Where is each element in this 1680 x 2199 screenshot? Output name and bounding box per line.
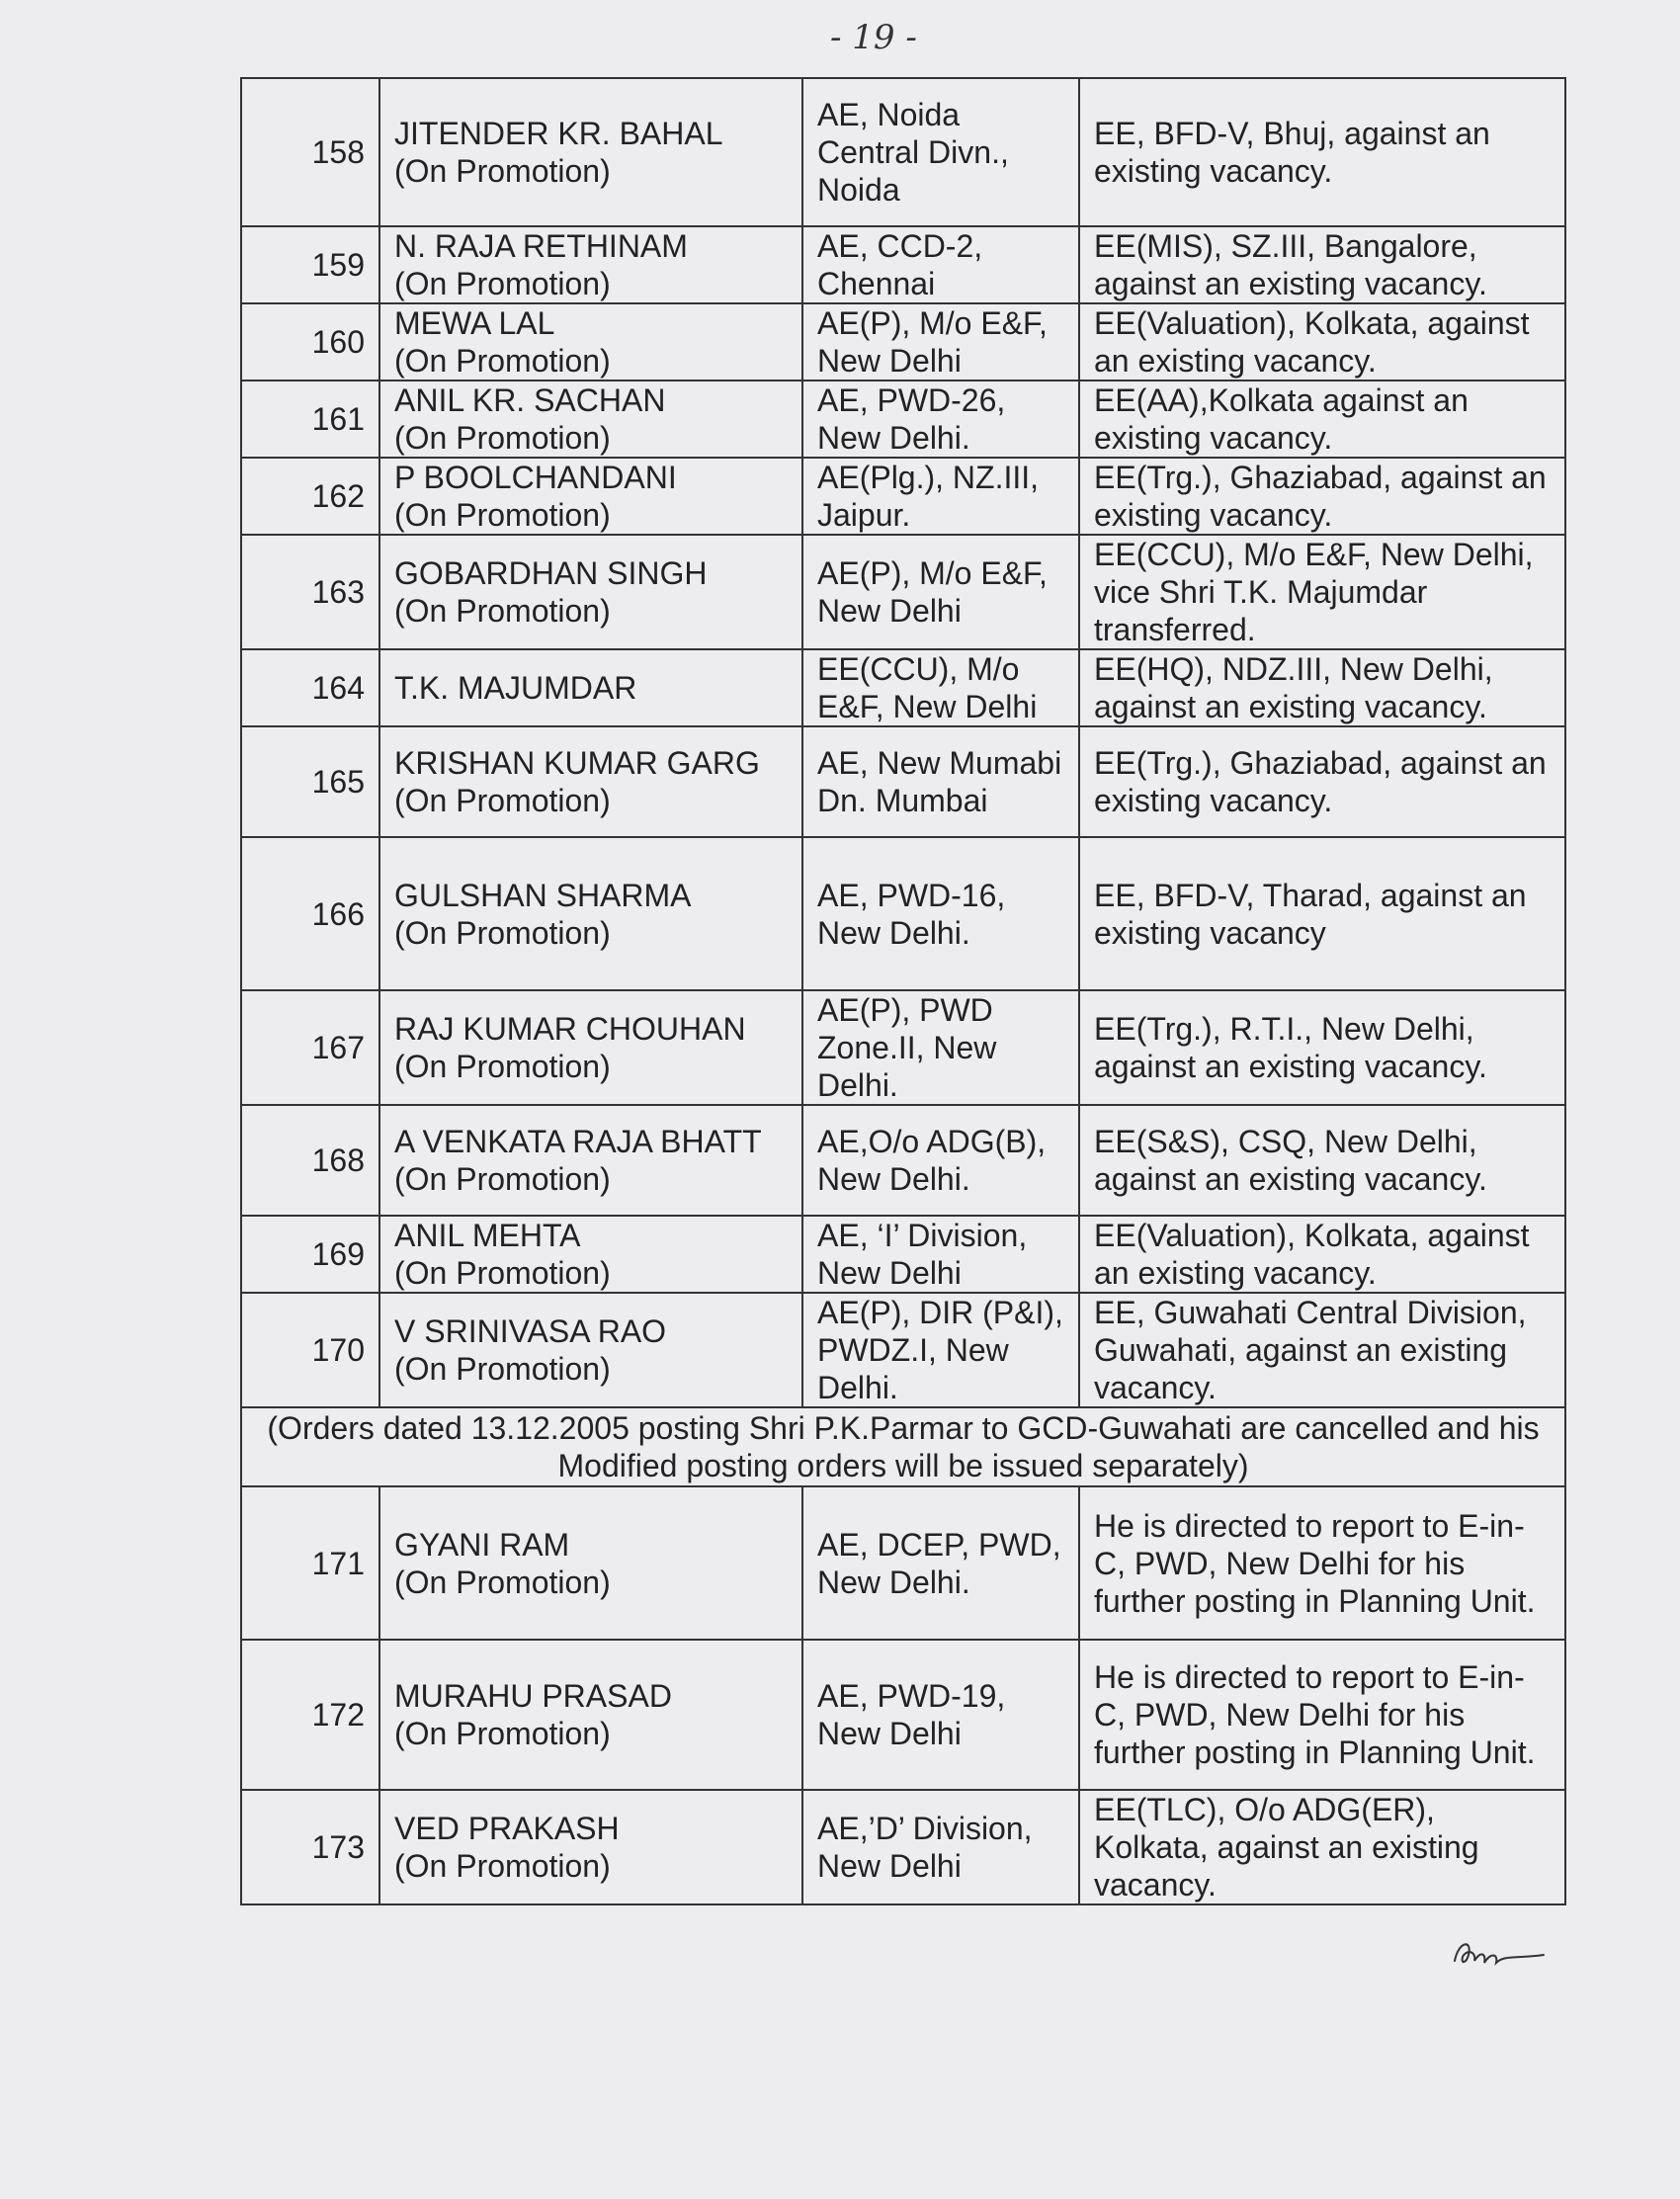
present-posting: AE(P), DIR (P&I), PWDZ.I, New Delhi. bbox=[802, 1293, 1079, 1407]
officer-cell bbox=[379, 1293, 802, 1407]
table-row bbox=[241, 726, 1565, 837]
serial-number: 165 bbox=[241, 726, 379, 837]
officer-name: P BOOLCHANDANI bbox=[394, 460, 677, 495]
present-posting: AE(P), M/o E&F, New Delhi bbox=[802, 535, 1079, 649]
table-body bbox=[241, 78, 1565, 1904]
officer-cell bbox=[379, 990, 802, 1105]
present-posting: AE, New Mumabi Dn. Mumbai bbox=[802, 726, 1079, 837]
officer-cell bbox=[379, 1105, 802, 1216]
officer-name: GOBARDHAN SINGH bbox=[394, 555, 708, 591]
promotion-status: (On Promotion) bbox=[394, 1716, 611, 1751]
officer-cell bbox=[379, 226, 802, 303]
serial-number: 167 bbox=[241, 990, 379, 1105]
table-row bbox=[241, 1105, 1565, 1216]
serial-number: 171 bbox=[241, 1486, 379, 1640]
officer-cell bbox=[379, 1640, 802, 1790]
officer-name: A VENKATA RAJA BHATT bbox=[394, 1124, 762, 1159]
present-posting: AE, PWD-16, New Delhi. bbox=[802, 837, 1079, 990]
new-posting: EE(Trg.), Ghaziabad, against an existing vacancy. bbox=[1079, 726, 1565, 837]
table-row bbox=[241, 535, 1565, 649]
promotion-status: (On Promotion) bbox=[394, 593, 611, 629]
present-posting: EE(CCU), M/o E&F, New Delhi bbox=[802, 649, 1079, 726]
officer-name: V SRINIVASA RAO bbox=[394, 1313, 667, 1349]
new-posting: EE(Trg.), R.T.I., New Delhi, against an existing vacancy. bbox=[1079, 990, 1565, 1105]
table-row bbox=[241, 78, 1565, 226]
officer-name: GULSHAN SHARMA bbox=[394, 877, 692, 913]
officer-cell bbox=[379, 1216, 802, 1293]
present-posting: AE,’D’ Division, New Delhi bbox=[802, 1790, 1079, 1904]
present-posting: AE, PWD-26, New Delhi. bbox=[802, 381, 1079, 458]
promotion-status: (On Promotion) bbox=[394, 1255, 611, 1291]
promotion-status: (On Promotion) bbox=[394, 1161, 611, 1197]
officer-name: JITENDER KR. BAHAL bbox=[394, 116, 723, 151]
present-posting: AE, DCEP, PWD, New Delhi. bbox=[802, 1486, 1079, 1640]
officer-name: KRISHAN KUMAR GARG bbox=[394, 745, 760, 781]
serial-number: 168 bbox=[241, 1105, 379, 1216]
officer-cell bbox=[379, 1486, 802, 1640]
promotion-status: (On Promotion) bbox=[394, 1564, 611, 1600]
table-row bbox=[241, 1486, 1565, 1640]
table-row bbox=[241, 1790, 1565, 1904]
new-posting: EE(MIS), SZ.III, Bangalore, against an existing vacancy. bbox=[1079, 226, 1565, 303]
serial-number: 169 bbox=[241, 1216, 379, 1293]
serial-number: 161 bbox=[241, 381, 379, 458]
officer-name: N. RAJA RETHINAM bbox=[394, 228, 688, 264]
officer-cell bbox=[379, 381, 802, 458]
table-row bbox=[241, 303, 1565, 381]
present-posting: AE, PWD-19, New Delhi bbox=[802, 1640, 1079, 1790]
table-row bbox=[241, 1293, 1565, 1407]
promotion-status: (On Promotion) bbox=[394, 420, 611, 456]
new-posting: EE(HQ), NDZ.III, New Delhi, against an existing vacancy. bbox=[1079, 649, 1565, 726]
table-row bbox=[241, 226, 1565, 303]
serial-number: 160 bbox=[241, 303, 379, 381]
new-posting: EE, BFD-V, Tharad, against an existing vacancy bbox=[1079, 837, 1565, 990]
officer-name: VED PRAKASH bbox=[394, 1811, 620, 1846]
officer-cell bbox=[379, 535, 802, 649]
promotion-status: (On Promotion) bbox=[394, 343, 611, 379]
serial-number: 166 bbox=[241, 837, 379, 990]
officer-name: RAJ KUMAR CHOUHAN bbox=[394, 1011, 746, 1047]
officer-name: ANIL MEHTA bbox=[394, 1218, 581, 1253]
officer-cell bbox=[379, 726, 802, 837]
posting-orders-table bbox=[240, 77, 1566, 1905]
promotion-status: (On Promotion) bbox=[394, 1848, 611, 1884]
officer-name: MEWA LAL bbox=[394, 305, 555, 341]
serial-number: 173 bbox=[241, 1790, 379, 1904]
new-posting: EE(Trg.), Ghaziabad, against an existing vacancy. bbox=[1079, 458, 1565, 535]
serial-number: 158 bbox=[241, 78, 379, 226]
new-posting: EE(Valuation), Kolkata, against an existing vacancy. bbox=[1079, 303, 1565, 381]
officer-name: GYANI RAM bbox=[394, 1526, 570, 1563]
new-posting: EE(Valuation), Kolkata, against an existing vacancy. bbox=[1079, 1216, 1565, 1293]
new-posting: EE(S&S), CSQ, New Delhi, against an existing vacancy. bbox=[1079, 1105, 1565, 1216]
serial-number: 172 bbox=[241, 1640, 379, 1790]
new-posting: EE(AA),Kolkata against an existing vacancy. bbox=[1079, 381, 1565, 458]
officer-name: MURAHU PRASAD bbox=[394, 1678, 672, 1714]
officer-name: ANIL KR. SACHAN bbox=[394, 382, 666, 418]
serial-number: 170 bbox=[241, 1293, 379, 1407]
table-row bbox=[241, 1216, 1565, 1293]
note-row bbox=[241, 1407, 1565, 1486]
officer-name: T.K. MAJUMDAR bbox=[394, 670, 637, 706]
officer-cell bbox=[379, 649, 802, 726]
promotion-status: (On Promotion) bbox=[394, 153, 611, 189]
present-posting: AE,O/o ADG(B), New Delhi. bbox=[802, 1105, 1079, 1216]
promotion-status: (On Promotion) bbox=[394, 1049, 611, 1084]
present-posting: AE(Plg.), NZ.III, Jaipur. bbox=[802, 458, 1079, 535]
present-posting: AE, Noida Central Divn., Noida bbox=[802, 78, 1079, 226]
new-posting: He is directed to report to E-in-C, PWD, New Delhi for his further posting in Planning Unit. bbox=[1079, 1486, 1565, 1640]
officer-cell bbox=[379, 837, 802, 990]
present-posting: AE(P), PWD Zone.II, New Delhi. bbox=[802, 990, 1079, 1105]
serial-number: 162 bbox=[241, 458, 379, 535]
present-posting: AE, ‘I’ Division, New Delhi bbox=[802, 1216, 1079, 1293]
present-posting: AE(P), M/o E&F, New Delhi bbox=[802, 303, 1079, 381]
present-posting: AE, CCD-2, Chennai bbox=[802, 226, 1079, 303]
promotion-status: (On Promotion) bbox=[394, 1351, 611, 1387]
new-posting: He is directed to report to E-in-C, PWD, New Delhi for his further posting in Planning Unit. bbox=[1079, 1640, 1565, 1790]
officer-cell bbox=[379, 303, 802, 381]
table-row bbox=[241, 458, 1565, 535]
promotion-status: (On Promotion) bbox=[394, 783, 611, 818]
table-row bbox=[241, 1640, 1565, 1790]
serial-number: 163 bbox=[241, 535, 379, 649]
new-posting: EE(CCU), M/o E&F, New Delhi, vice Shri T.K. Majumdar transferred. bbox=[1079, 535, 1565, 649]
serial-number: 159 bbox=[241, 226, 379, 303]
table-row bbox=[241, 837, 1565, 990]
new-posting: EE(TLC), O/o ADG(ER), Kolkata, against an existing vacancy. bbox=[1079, 1790, 1565, 1904]
serial-number: 164 bbox=[241, 649, 379, 726]
promotion-status: (On Promotion) bbox=[394, 914, 611, 951]
new-posting: EE, Guwahati Central Division, Guwahati, against an existing vacancy. bbox=[1079, 1293, 1565, 1407]
officer-cell bbox=[379, 78, 802, 226]
new-posting: EE, BFD-V, Bhuj, against an existing vacancy. bbox=[1079, 78, 1565, 226]
table-row bbox=[241, 381, 1565, 458]
cancellation-note: (Orders dated 13.12.2005 posting Shri P.K.Parmar to GCD-Guwahati are cancelled and his Modified posting orders will be issued separately) bbox=[241, 1407, 1565, 1486]
table-row bbox=[241, 990, 1565, 1105]
officer-cell bbox=[379, 458, 802, 535]
officer-cell bbox=[379, 1790, 802, 1904]
promotion-status: (On Promotion) bbox=[394, 266, 611, 301]
promotion-status: (On Promotion) bbox=[394, 497, 611, 533]
table-row bbox=[241, 649, 1565, 726]
signature bbox=[1451, 1935, 1550, 1975]
page-number: - 19 - bbox=[830, 18, 917, 57]
